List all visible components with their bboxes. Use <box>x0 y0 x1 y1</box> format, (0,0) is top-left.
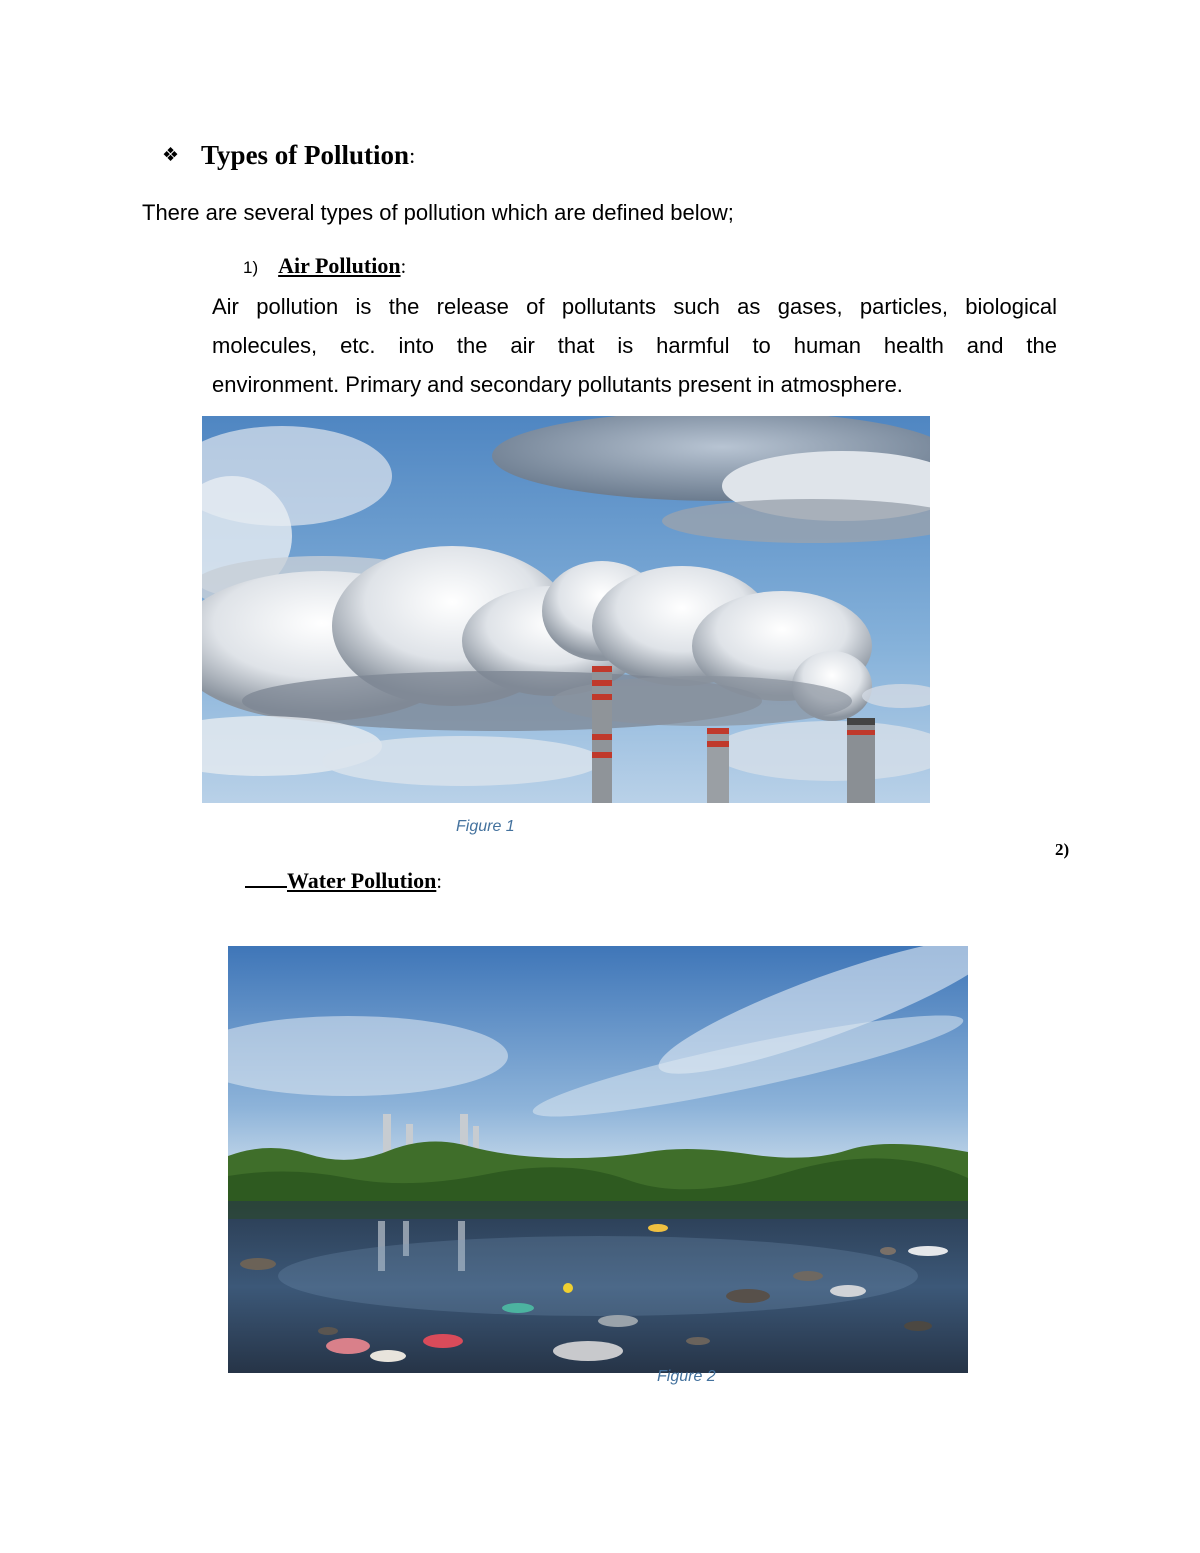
subheading-title: Water Pollution <box>287 868 437 893</box>
smokestacks-illustration <box>202 416 930 803</box>
subheading-water <box>245 866 442 894</box>
paragraph-line: molecules, etc. into the air that is harmful to human health and the <box>212 333 1057 358</box>
diamond-bullet-icon: ❖ <box>162 145 180 166</box>
polluted-river-illustration <box>228 946 968 1373</box>
chimney-left <box>592 666 612 803</box>
section-heading <box>162 140 415 171</box>
subheading-air <box>243 253 406 279</box>
figure-1-image <box>202 416 930 803</box>
chimney-middle <box>707 728 729 803</box>
subheading-number: 1) <box>243 258 259 277</box>
intro-text: There are several types of pollution which are defined below; <box>142 200 734 225</box>
heading-title: Types of Pollution <box>201 140 410 170</box>
subheading-colon: : <box>436 871 442 893</box>
subheading-number-2: 2) <box>1055 840 1070 859</box>
paragraph-line: Air pollution is the release of pollutants such as gases, particles, biological <box>212 294 1057 319</box>
air-pollution-paragraph <box>212 287 1057 404</box>
figure-1-caption: Figure 1 <box>456 818 515 835</box>
chimney-right <box>847 718 875 803</box>
paragraph-line: environment. Primary and secondary pollutants present in atmosphere. <box>212 372 903 397</box>
subheading-title: Air Pollution <box>278 253 401 278</box>
subheading-colon: : <box>400 256 407 278</box>
figure-2-image <box>228 946 968 1373</box>
heading-colon: : <box>409 142 416 168</box>
figure-2-caption: Figure 2 <box>657 1368 716 1385</box>
underline-leader <box>245 866 287 888</box>
